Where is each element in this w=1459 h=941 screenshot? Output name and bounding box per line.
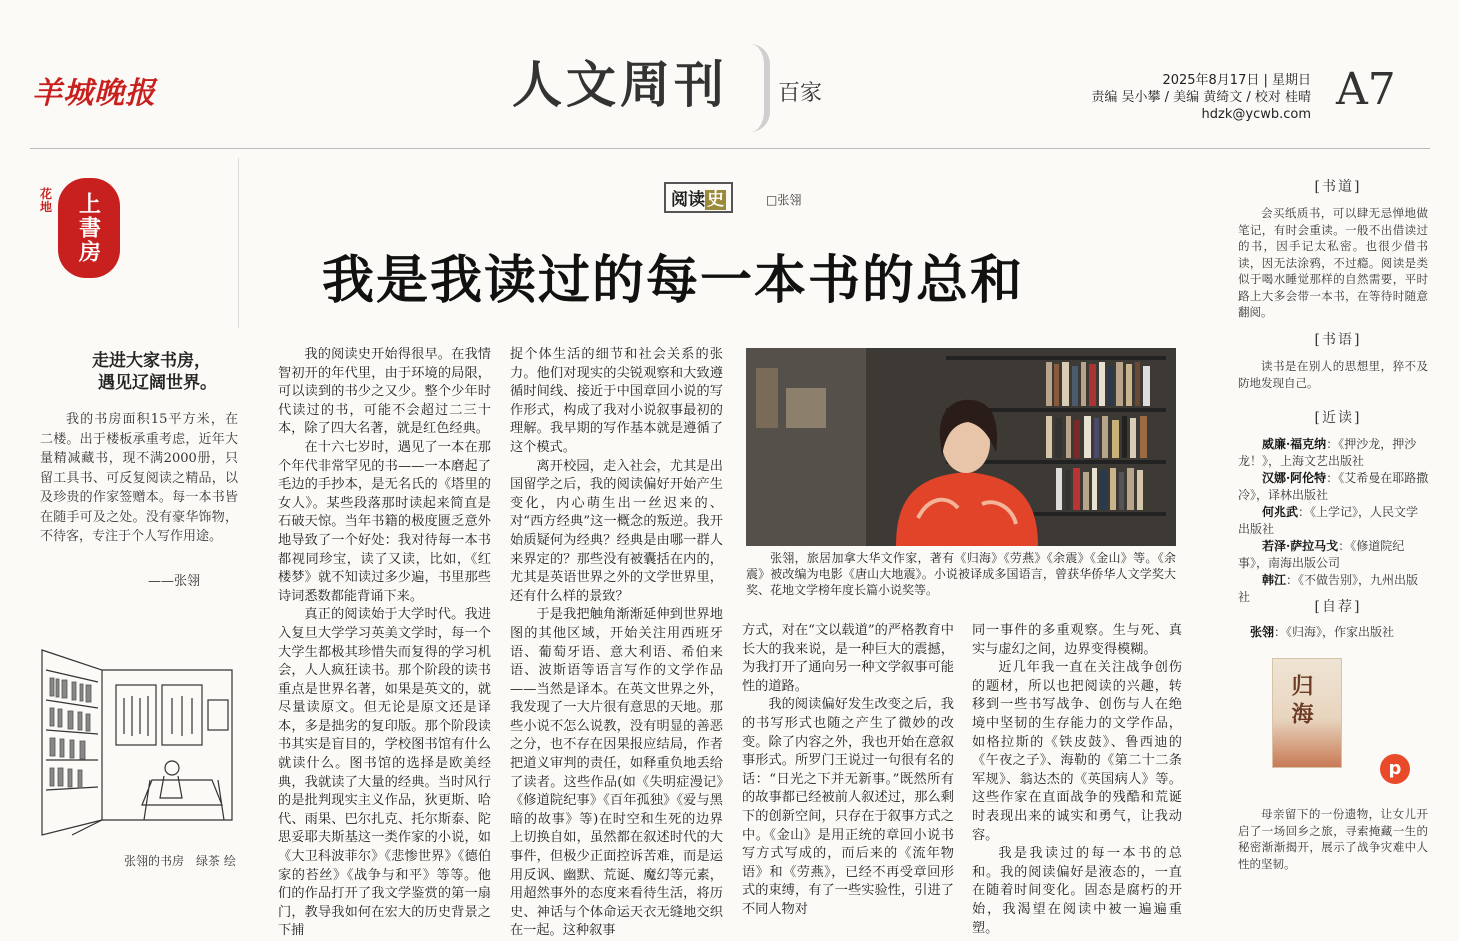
seal-tag: 花地 [40,187,53,214]
paragraph: 我的阅读偏好发生改变之后，我的书写形式也随之产生了微妙的改变。除了内容之外，我也开始在意叙事形式。所罗门王说过一句很有名的话：“日光之下并无新事。”既然所有的故事都已经被前人叙述过，那么剩下的创新空间，只存在于叙事方式之中。《金山》是用正统的章回小说书写方式写成的，而后来的《流年物语》和《劳燕》，已经不再受章回形式的束缚，有了一些实验性，引进了不同人物对 [742,697,954,917]
header-meta [1091,72,1311,123]
paragraph: 近几年我一直在关注战争创伤的题材，所以也把阅读的兴趣，转移到一些书写战争、创伤与人在绝境中坚韧的生存能力的文学作品，如格拉斯的《铁皮鼓》、鲁西迪的《午夜之子》、海勒的《第二十二条军规》、翁达杰的《英国病人》等。这些作家在直面战争的残酷和荒诞时表现出来的诚实和勇气，让我动容。 [972,660,1182,843]
book-info: ：《不做告别》，九州出版社 [1238,573,1419,604]
book-summary: 母亲留下的一份遗物，让女儿开启了一场回乡之旅，寻索掩藏一生的秘密渐渐揭开，展示了战争灾难中人性的坚韧。 [1238,807,1428,871]
author-name: 何兆武 [1262,505,1299,519]
paragraph: 我是我读过的每一本书的总和。我的阅读偏好是液态的，一直在随着时间变化。固态是腐朽的开始，我渴望在阅读中被一遍遍重塑。 [972,846,1182,936]
article-headline: 我是我读过的每一本书的总和 [322,250,1025,311]
article-column-3 [742,622,954,920]
book-info: ：《归海》，作家出版社 [1274,625,1395,639]
article-column-1 [278,346,491,941]
author-name: 韩江 [1262,573,1287,587]
paragraph: 同一事件的多重观察。生与死、真实与虚幻之间，边界变得模糊。 [972,623,1182,657]
paragraph: 方式，对在“文以载道”的严格教育中长大的我来说，是一种巨大的震撼，为我打开了通向另一种文学叙事可能性的道路。 [742,623,954,694]
book-info: ：《修道院纪事》，南海出版公司 [1238,539,1405,570]
section-heading-shudao: [书道] [1314,179,1362,195]
article-byline: □张翎 [766,193,802,207]
section-bracket [738,44,770,132]
issue-date: 2025年8月17日 | 星期日 [1162,73,1311,88]
paragraph: 于是我把触角渐渐延伸到世界地图的其他区域，开始关注用西班牙语、葡萄牙语、意大利语、希伯来语、波斯语等语言写作的文学作品——当然是译本。在英文世界之外，我发现了一大片很有意思的天地。那些小说不怎么说教，没有明显的善恶之分，也不存在因果报应结局，作者把道义审判的责任，如释重负地丢给了读者。这些作品(如《失明症漫记》《修道院纪事》《百年孤独》《爱与黑暗的故事》等)在时空和生死的边界上切换自如，虽然都在叙述时代的大事件，但极少正面控诉苦难，而是运用反讽、幽默、荒诞、魔幻等元素，用超然事外的态度来看待生活，将历史、神话与个体命运天衣无缝地交织在一起。这种叙事 [510,607,723,939]
book-info: ：《押沙龙，押沙龙！》，上海文艺出版社 [1238,437,1417,468]
column-slogan [92,350,217,394]
book-info: ：《上学记》，人民文学出版社 [1238,505,1419,536]
column-divider [238,158,239,328]
article-column-2 [510,346,723,941]
author-name: 若泽·萨拉马戈 [1262,539,1339,553]
article-column-4 [972,622,1182,938]
shuyu-text: 读书是在别人的思想里，猝不及防地发现自己。 [1238,359,1428,390]
author-signature: ——张翎 [148,574,201,589]
watermark-logo: p [1380,754,1410,784]
contact-email[interactable]: hdzk@ycwb.com [1201,107,1311,122]
book-info: ：《艾希曼在耶路撒冷》，译林出版社 [1238,471,1429,502]
shudao-text: 会买纸质书，可以肆无忌惮地做笔记，有时会重读。一般不出借读过的书，因手记太私密。也很少借书读，因无法涂鸦，不过瘾。阅读是类似于喝水睡觉那样的自然需要，平时路上大多会带一本书，在等待时随意翻阅。 [1238,206,1428,319]
author-photo [746,348,1176,546]
paragraph: 捉个体生活的细节和社会关系的张力。他们对现实的尖锐观察和大致遵循时间线、接近于中国章回小说的写作形式，构成了我对小说叙事最初的理解。我早期的写作基本就是遵循了这个模式。 [510,347,723,455]
page-number: A7 [1336,64,1396,115]
author-name: 威廉·福克纳 [1262,437,1327,451]
paragraph: 离开校园，走入社会，尤其是出国留学之后，我的阅读偏好开始产生变化，内心萌生出一丝迟来的、对“西方经典”这一概念的叛逆。我开始质疑何为经典？经典是由哪一群人来界定的？那些没有被囊括在内的，尤其是英语世界之外的文学世界里，还有什么样的景致？ [510,458,723,604]
slogan-line-2: 遇见辽阔世界。 [98,373,217,393]
slogan-line-1: 走进大家书房， [92,351,211,371]
sketch-caption: 张翎的书房 绿茶 绘 [124,854,236,868]
author-name: 张翎 [1250,625,1275,639]
section-heading-jindu: [近读] [1314,410,1362,426]
list-item [1238,470,1430,504]
author-name: 汉娜·阿伦特 [1262,471,1327,485]
list-item [1238,436,1430,470]
kicker-label: 阅读 [671,190,705,210]
section-title: 人文周刊 [512,55,728,114]
self-recommendation [1238,624,1430,641]
seal-badge: 上書房 [58,178,120,278]
kicker-highlight: 史 [707,190,724,210]
paragraph: 我的阅读史开始得很早。在我情智初开的年代里，由于环境的局限，可以读到的书少之又少。整个少年时代读过的书，可能不会超过二三十本，除了四大名著，就是红色经典。 [278,347,491,437]
book-cover-title: 归海 [1288,674,1314,730]
photo-caption: 张翎，旅居加拿大华文作家，著有《归海》《劳燕》《余震》《金山》等。《余震》被改编为电影《唐山大地震》。小说被译成多国语言，曾获华侨华人文学奖大奖、花地文学榜年度长篇小说奖等。 [746,551,1176,597]
paragraph: 真正的阅读始于大学时代。我进入复旦大学学习英美文学时，每一个大学生都极其珍惜失而复得的学习机会，人人疯狂读书。那个阶段的读书重点是世界名著，如果是英文的，就尽量读原文。但无论是原文还是译本，多是拙劣的复印版。那个阶段读书其实是盲目的，学校图书馆有什么就读什么。图书馆的选择是欧美经典，我就读了大量的经典。当时风行的是批判现实主义作品，狄更斯、哈代、雨果、巴尔扎克、托尔斯泰、陀思妥耶夫斯基这一类作家的小说，如《大卫科波菲尔》《悲惨世界》《德伯家的苔丝》《战争与和平》等等。他们的作品打开了我文学鉴赏的第一扇门，教导我如何在宏大的历史背景之下捕 [278,607,491,939]
header-divider [30,148,1430,149]
recent-reading-list [1238,436,1430,606]
column-kicker [664,182,733,213]
newspaper-logo: 羊城晚报 [32,76,156,111]
study-description: 我的书房面积15平方米，在二楼。出于楼板承重考虑，近年大量精减藏书，现不满2000册，只留工具书、可反复阅读之精品，以及珍贵的作家签赠本。每一本书皆在随手可及之处。没有豪华饰物，不待客，专注于个人写作用途。 [40,412,238,544]
list-item [1238,504,1430,538]
list-item [1238,538,1430,572]
section-subtitle: 百家 [778,81,823,106]
section-heading-shuyu: [书语] [1314,332,1362,348]
study-sketch-illustration [32,630,244,840]
editors-line: 责编 吴小攀 / 美编 黄绮文 / 校对 桂晴 [1091,90,1311,105]
column-seal [40,158,126,328]
section-heading-zijian: [自荐] [1314,599,1362,615]
paragraph: 在十六七岁时，遇见了一本在那个年代非常罕见的书——一本磨起了毛边的手抄本，是无名氏的《塔里的女人》。某些段落那时读起来简直是石破天惊。当年书籍的极度匮乏意外地导致了一个好处：我对待每一本书都视同珍宝，读了又读，比如，《红楼梦》就不知读过多少遍，书里那些诗词悉数都能背诵下来。 [278,439,491,604]
